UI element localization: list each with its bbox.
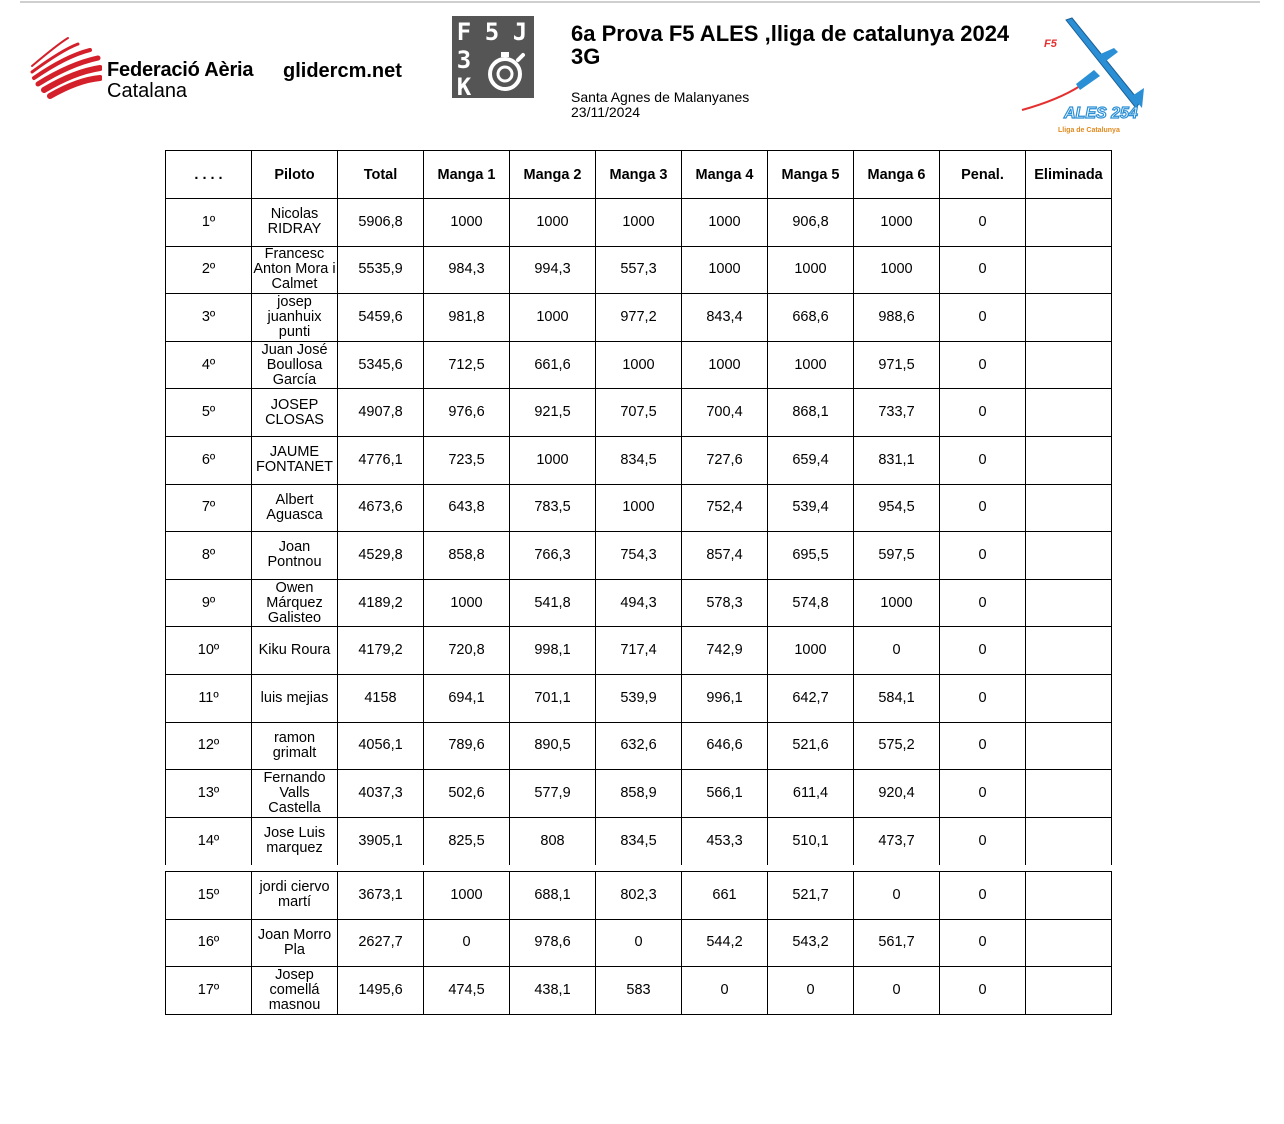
- table-row: [166, 674, 1112, 722]
- federation-name-line2: Catalana: [107, 80, 188, 102]
- manga-1-cell: 723,5: [424, 436, 510, 484]
- pilot-cell: Fernando Valls Castella: [252, 770, 338, 818]
- pilot-cell: JAUME FONTANET: [252, 436, 338, 484]
- position-cell: 6º: [166, 436, 252, 484]
- manga-6-cell: 1000: [854, 246, 940, 294]
- manga-1-cell: 858,8: [424, 532, 510, 580]
- logo-letter-3: J: [512, 18, 528, 46]
- table-row: [166, 294, 1112, 342]
- table-row: [166, 919, 1112, 967]
- penalty-cell: 0: [940, 919, 1026, 967]
- pilot-cell: Jose Luis marquez: [252, 817, 338, 865]
- page-title: 6a Prova F5 ALES ,lliga de catalunya 2024 3G: [571, 21, 1010, 69]
- manga-5-cell: 539,4: [768, 484, 854, 532]
- manga-4-cell: 453,3: [682, 817, 768, 865]
- eliminated-cell: [1026, 674, 1112, 722]
- eliminated-cell: [1026, 246, 1112, 294]
- table-row: [166, 389, 1112, 437]
- position-cell: 10º: [166, 627, 252, 675]
- penalty-cell: 0: [940, 722, 1026, 770]
- total-cell: 4529,8: [338, 532, 424, 580]
- total-cell: 4776,1: [338, 436, 424, 484]
- table-row: [166, 627, 1112, 675]
- manga-3-cell: 834,5: [596, 436, 682, 484]
- manga-2-cell: 921,5: [510, 389, 596, 437]
- manga-2-cell: 1000: [510, 436, 596, 484]
- table-row: [166, 484, 1112, 532]
- eliminated-cell: [1026, 770, 1112, 818]
- manga-5-cell: 510,1: [768, 817, 854, 865]
- f5j-3k-logo-icon: [452, 16, 534, 98]
- federacio-logo-icon: [28, 36, 102, 100]
- manga-5-cell: 1000: [768, 627, 854, 675]
- col-header-manga-3: Manga 3: [596, 151, 682, 199]
- manga-3-cell: 539,9: [596, 674, 682, 722]
- position-cell: 4º: [166, 341, 252, 389]
- manga-2-cell: 808: [510, 817, 596, 865]
- eliminated-cell: [1026, 967, 1112, 1015]
- manga-4-cell: 646,6: [682, 722, 768, 770]
- pilot-cell: jordi ciervo martí: [252, 872, 338, 920]
- website-label: glidercm.net: [283, 60, 402, 82]
- manga-2-cell: 688,1: [510, 872, 596, 920]
- pilot-cell: Josep comellá masnou: [252, 967, 338, 1015]
- total-cell: 3905,1: [338, 817, 424, 865]
- manga-5-cell: 659,4: [768, 436, 854, 484]
- penalty-cell: 0: [940, 341, 1026, 389]
- federation-name-line1: Federació Aèria: [107, 59, 254, 81]
- manga-2-cell: 661,6: [510, 341, 596, 389]
- eliminated-cell: [1026, 532, 1112, 580]
- manga-6-cell: 733,7: [854, 389, 940, 437]
- logo-letter-1: F: [456, 18, 472, 46]
- position-cell: 14º: [166, 817, 252, 865]
- total-cell: 4179,2: [338, 627, 424, 675]
- penalty-cell: 0: [940, 579, 1026, 627]
- manga-5-cell: 543,2: [768, 919, 854, 967]
- penalty-cell: 0: [940, 484, 1026, 532]
- manga-4-cell: 578,3: [682, 579, 768, 627]
- position-cell: 16º: [166, 919, 252, 967]
- manga-1-cell: 1000: [424, 872, 510, 920]
- col-header-manga-6: Manga 6: [854, 151, 940, 199]
- event-location: Santa Agnes de Malanyanes: [571, 89, 750, 105]
- manga-2-cell: 978,6: [510, 919, 596, 967]
- manga-2-cell: 438,1: [510, 967, 596, 1015]
- position-cell: 2º: [166, 246, 252, 294]
- manga-6-cell: 597,5: [854, 532, 940, 580]
- table-row: [166, 722, 1112, 770]
- manga-2-cell: 541,8: [510, 579, 596, 627]
- table-row: [166, 246, 1112, 294]
- manga-5-cell: 574,8: [768, 579, 854, 627]
- total-cell: 4158: [338, 674, 424, 722]
- manga-1-cell: 981,8: [424, 294, 510, 342]
- table-row: [166, 199, 1112, 247]
- manga-3-cell: 0: [596, 919, 682, 967]
- eliminated-cell: [1026, 484, 1112, 532]
- penalty-cell: 0: [940, 294, 1026, 342]
- manga-4-cell: 752,4: [682, 484, 768, 532]
- eliminated-cell: [1026, 294, 1112, 342]
- table-row: [166, 436, 1112, 484]
- manga-1-cell: 984,3: [424, 246, 510, 294]
- ales-logo-icon: [1018, 14, 1148, 138]
- table-row: [166, 967, 1112, 1015]
- manga-3-cell: 834,5: [596, 817, 682, 865]
- position-cell: 15º: [166, 872, 252, 920]
- manga-1-cell: 825,5: [424, 817, 510, 865]
- glider-icon: [1066, 18, 1144, 108]
- manga-3-cell: 557,3: [596, 246, 682, 294]
- position-cell: 7º: [166, 484, 252, 532]
- table-row: [166, 872, 1112, 920]
- manga-5-cell: 695,5: [768, 532, 854, 580]
- manga-3-cell: 707,5: [596, 389, 682, 437]
- manga-2-cell: 701,1: [510, 674, 596, 722]
- penalty-cell: 0: [940, 436, 1026, 484]
- manga-5-cell: 521,6: [768, 722, 854, 770]
- manga-6-cell: 0: [854, 872, 940, 920]
- manga-5-cell: 521,7: [768, 872, 854, 920]
- logo-letter-5: K: [456, 73, 472, 98]
- manga-6-cell: 473,7: [854, 817, 940, 865]
- manga-3-cell: 1000: [596, 199, 682, 247]
- manga-1-cell: 643,8: [424, 484, 510, 532]
- manga-1-cell: 502,6: [424, 770, 510, 818]
- total-cell: 5459,6: [338, 294, 424, 342]
- manga-5-cell: 1000: [768, 246, 854, 294]
- event-date: 23/11/2024: [571, 104, 641, 120]
- total-cell: 4037,3: [338, 770, 424, 818]
- penalty-cell: 0: [940, 627, 1026, 675]
- manga-4-cell: 661: [682, 872, 768, 920]
- position-cell: 1º: [166, 199, 252, 247]
- manga-6-cell: 0: [854, 967, 940, 1015]
- manga-3-cell: 754,3: [596, 532, 682, 580]
- manga-3-cell: 717,4: [596, 627, 682, 675]
- position-cell: 9º: [166, 579, 252, 627]
- penalty-cell: 0: [940, 967, 1026, 1015]
- manga-4-cell: 1000: [682, 199, 768, 247]
- manga-4-cell: 843,4: [682, 294, 768, 342]
- manga-4-cell: 742,9: [682, 627, 768, 675]
- penalty-cell: 0: [940, 674, 1026, 722]
- manga-4-cell: 857,4: [682, 532, 768, 580]
- manga-5-cell: 868,1: [768, 389, 854, 437]
- ales-f5-label: F5: [1044, 38, 1057, 50]
- results-body-1: [166, 199, 1112, 865]
- manga-4-cell: 544,2: [682, 919, 768, 967]
- total-cell: 5535,9: [338, 246, 424, 294]
- manga-2-cell: 1000: [510, 294, 596, 342]
- penalty-cell: 0: [940, 817, 1026, 865]
- total-cell: 5345,6: [338, 341, 424, 389]
- eliminated-cell: [1026, 389, 1112, 437]
- eliminated-cell: [1026, 579, 1112, 627]
- position-cell: 13º: [166, 770, 252, 818]
- manga-4-cell: 727,6: [682, 436, 768, 484]
- manga-1-cell: 0: [424, 919, 510, 967]
- manga-6-cell: 0: [854, 627, 940, 675]
- results-table: [165, 150, 1112, 865]
- position-cell: 5º: [166, 389, 252, 437]
- manga-6-cell: 1000: [854, 579, 940, 627]
- manga-2-cell: 890,5: [510, 722, 596, 770]
- manga-3-cell: 494,3: [596, 579, 682, 627]
- manga-3-cell: 583: [596, 967, 682, 1015]
- manga-2-cell: 1000: [510, 199, 596, 247]
- logo-letter-4: 3: [456, 46, 472, 74]
- pilot-cell: Joan Morro Pla: [252, 919, 338, 967]
- manga-4-cell: 700,4: [682, 389, 768, 437]
- total-cell: 4673,6: [338, 484, 424, 532]
- manga-6-cell: 575,2: [854, 722, 940, 770]
- position-cell: 11º: [166, 674, 252, 722]
- table-row: [166, 532, 1112, 580]
- eliminated-cell: [1026, 817, 1112, 865]
- results-table-continued: [165, 871, 1112, 1015]
- total-cell: 3673,1: [338, 872, 424, 920]
- pilot-cell: Owen Márquez Galisteo: [252, 579, 338, 627]
- table-row: [166, 579, 1112, 627]
- eliminated-cell: [1026, 436, 1112, 484]
- manga-5-cell: 642,7: [768, 674, 854, 722]
- manga-6-cell: 920,4: [854, 770, 940, 818]
- manga-1-cell: 712,5: [424, 341, 510, 389]
- manga-6-cell: 831,1: [854, 436, 940, 484]
- pilot-cell: luis mejias: [252, 674, 338, 722]
- pilot-cell: Francesc Anton Mora i Calmet: [253, 246, 336, 293]
- position-cell: 12º: [166, 722, 252, 770]
- manga-6-cell: 1000: [854, 199, 940, 247]
- col-header-pilot: Piloto: [252, 151, 338, 199]
- total-cell: 1495,6: [338, 967, 424, 1015]
- manga-2-cell: 994,3: [510, 246, 596, 294]
- table-row: [166, 770, 1112, 818]
- federation-name: [107, 60, 253, 102]
- total-cell: 2627,7: [338, 919, 424, 967]
- manga-6-cell: 971,5: [854, 341, 940, 389]
- total-cell: 4056,1: [338, 722, 424, 770]
- penalty-cell: 0: [940, 389, 1026, 437]
- manga-3-cell: 632,6: [596, 722, 682, 770]
- col-header-manga-4: Manga 4: [682, 151, 768, 199]
- manga-4-cell: 1000: [682, 246, 768, 294]
- penalty-cell: 0: [940, 246, 1026, 294]
- col-header-manga-1: Manga 1: [424, 151, 510, 199]
- manga-4-cell: 0: [682, 967, 768, 1015]
- manga-1-cell: 789,6: [424, 722, 510, 770]
- penalty-cell: 0: [940, 872, 1026, 920]
- position-cell: 8º: [166, 532, 252, 580]
- manga-6-cell: 584,1: [854, 674, 940, 722]
- pilot-cell: JOSEP CLOSAS: [252, 389, 338, 437]
- manga-2-cell: 577,9: [510, 770, 596, 818]
- ales-lliga-label: Lliga de Catalunya: [1058, 127, 1120, 134]
- manga-1-cell: 720,8: [424, 627, 510, 675]
- manga-2-cell: 998,1: [510, 627, 596, 675]
- eliminated-cell: [1026, 341, 1112, 389]
- table-row: [166, 341, 1112, 389]
- top-rule: [20, 1, 1260, 3]
- manga-5-cell: 1000: [768, 341, 854, 389]
- penalty-cell: 0: [940, 199, 1026, 247]
- pilot-cell: Albert Aguasca: [252, 484, 338, 532]
- eliminated-cell: [1026, 722, 1112, 770]
- table-row: [166, 817, 1112, 865]
- manga-1-cell: 1000: [424, 579, 510, 627]
- manga-5-cell: 0: [768, 967, 854, 1015]
- eliminated-cell: [1026, 872, 1112, 920]
- eliminated-cell: [1026, 919, 1112, 967]
- manga-1-cell: 1000: [424, 199, 510, 247]
- manga-5-cell: 906,8: [768, 199, 854, 247]
- col-header-eliminated: Eliminada: [1026, 151, 1112, 199]
- pilot-cell: Joan Pontnou: [252, 532, 338, 580]
- manga-3-cell: 1000: [596, 341, 682, 389]
- pilot-cell: ramon grimalt: [252, 722, 338, 770]
- manga-5-cell: 668,6: [768, 294, 854, 342]
- manga-1-cell: 694,1: [424, 674, 510, 722]
- logo-letter-2: 5: [484, 18, 500, 46]
- manga-1-cell: 976,6: [424, 389, 510, 437]
- pilot-cell: Juan José Boullosa García: [252, 341, 338, 389]
- col-header-total: Total: [338, 151, 424, 199]
- manga-1-cell: 474,5: [424, 967, 510, 1015]
- penalty-cell: 0: [940, 770, 1026, 818]
- eliminated-cell: [1026, 199, 1112, 247]
- pilot-cell: Nicolas RIDRAY: [252, 199, 338, 247]
- pilot-cell: josep juanhuix punti: [252, 294, 338, 342]
- manga-2-cell: 766,3: [510, 532, 596, 580]
- manga-4-cell: 996,1: [682, 674, 768, 722]
- penalty-cell: 0: [940, 532, 1026, 580]
- col-header-manga-2: Manga 2: [510, 151, 596, 199]
- manga-5-cell: 611,4: [768, 770, 854, 818]
- manga-4-cell: 1000: [682, 341, 768, 389]
- manga-6-cell: 561,7: [854, 919, 940, 967]
- manga-3-cell: 1000: [596, 484, 682, 532]
- manga-2-cell: 783,5: [510, 484, 596, 532]
- ales-254-label: ALES 254: [1064, 105, 1138, 122]
- col-header-penalty: Penal.: [940, 151, 1026, 199]
- event-info: [571, 90, 749, 120]
- manga-3-cell: 802,3: [596, 872, 682, 920]
- manga-6-cell: 988,6: [854, 294, 940, 342]
- manga-3-cell: 977,2: [596, 294, 682, 342]
- results-body-2: [166, 872, 1112, 1015]
- manga-6-cell: 954,5: [854, 484, 940, 532]
- position-cell: 17º: [166, 967, 252, 1015]
- total-cell: 5906,8: [338, 199, 424, 247]
- total-cell: 4907,8: [338, 389, 424, 437]
- header-row: [166, 151, 1112, 199]
- total-cell: 4189,2: [338, 579, 424, 627]
- col-header-position: . . . .: [166, 151, 252, 199]
- pilot-cell: Kiku Roura: [252, 627, 338, 675]
- eliminated-cell: [1026, 627, 1112, 675]
- col-header-manga-5: Manga 5: [768, 151, 854, 199]
- manga-4-cell: 566,1: [682, 770, 768, 818]
- position-cell: 3º: [166, 294, 252, 342]
- manga-3-cell: 858,9: [596, 770, 682, 818]
